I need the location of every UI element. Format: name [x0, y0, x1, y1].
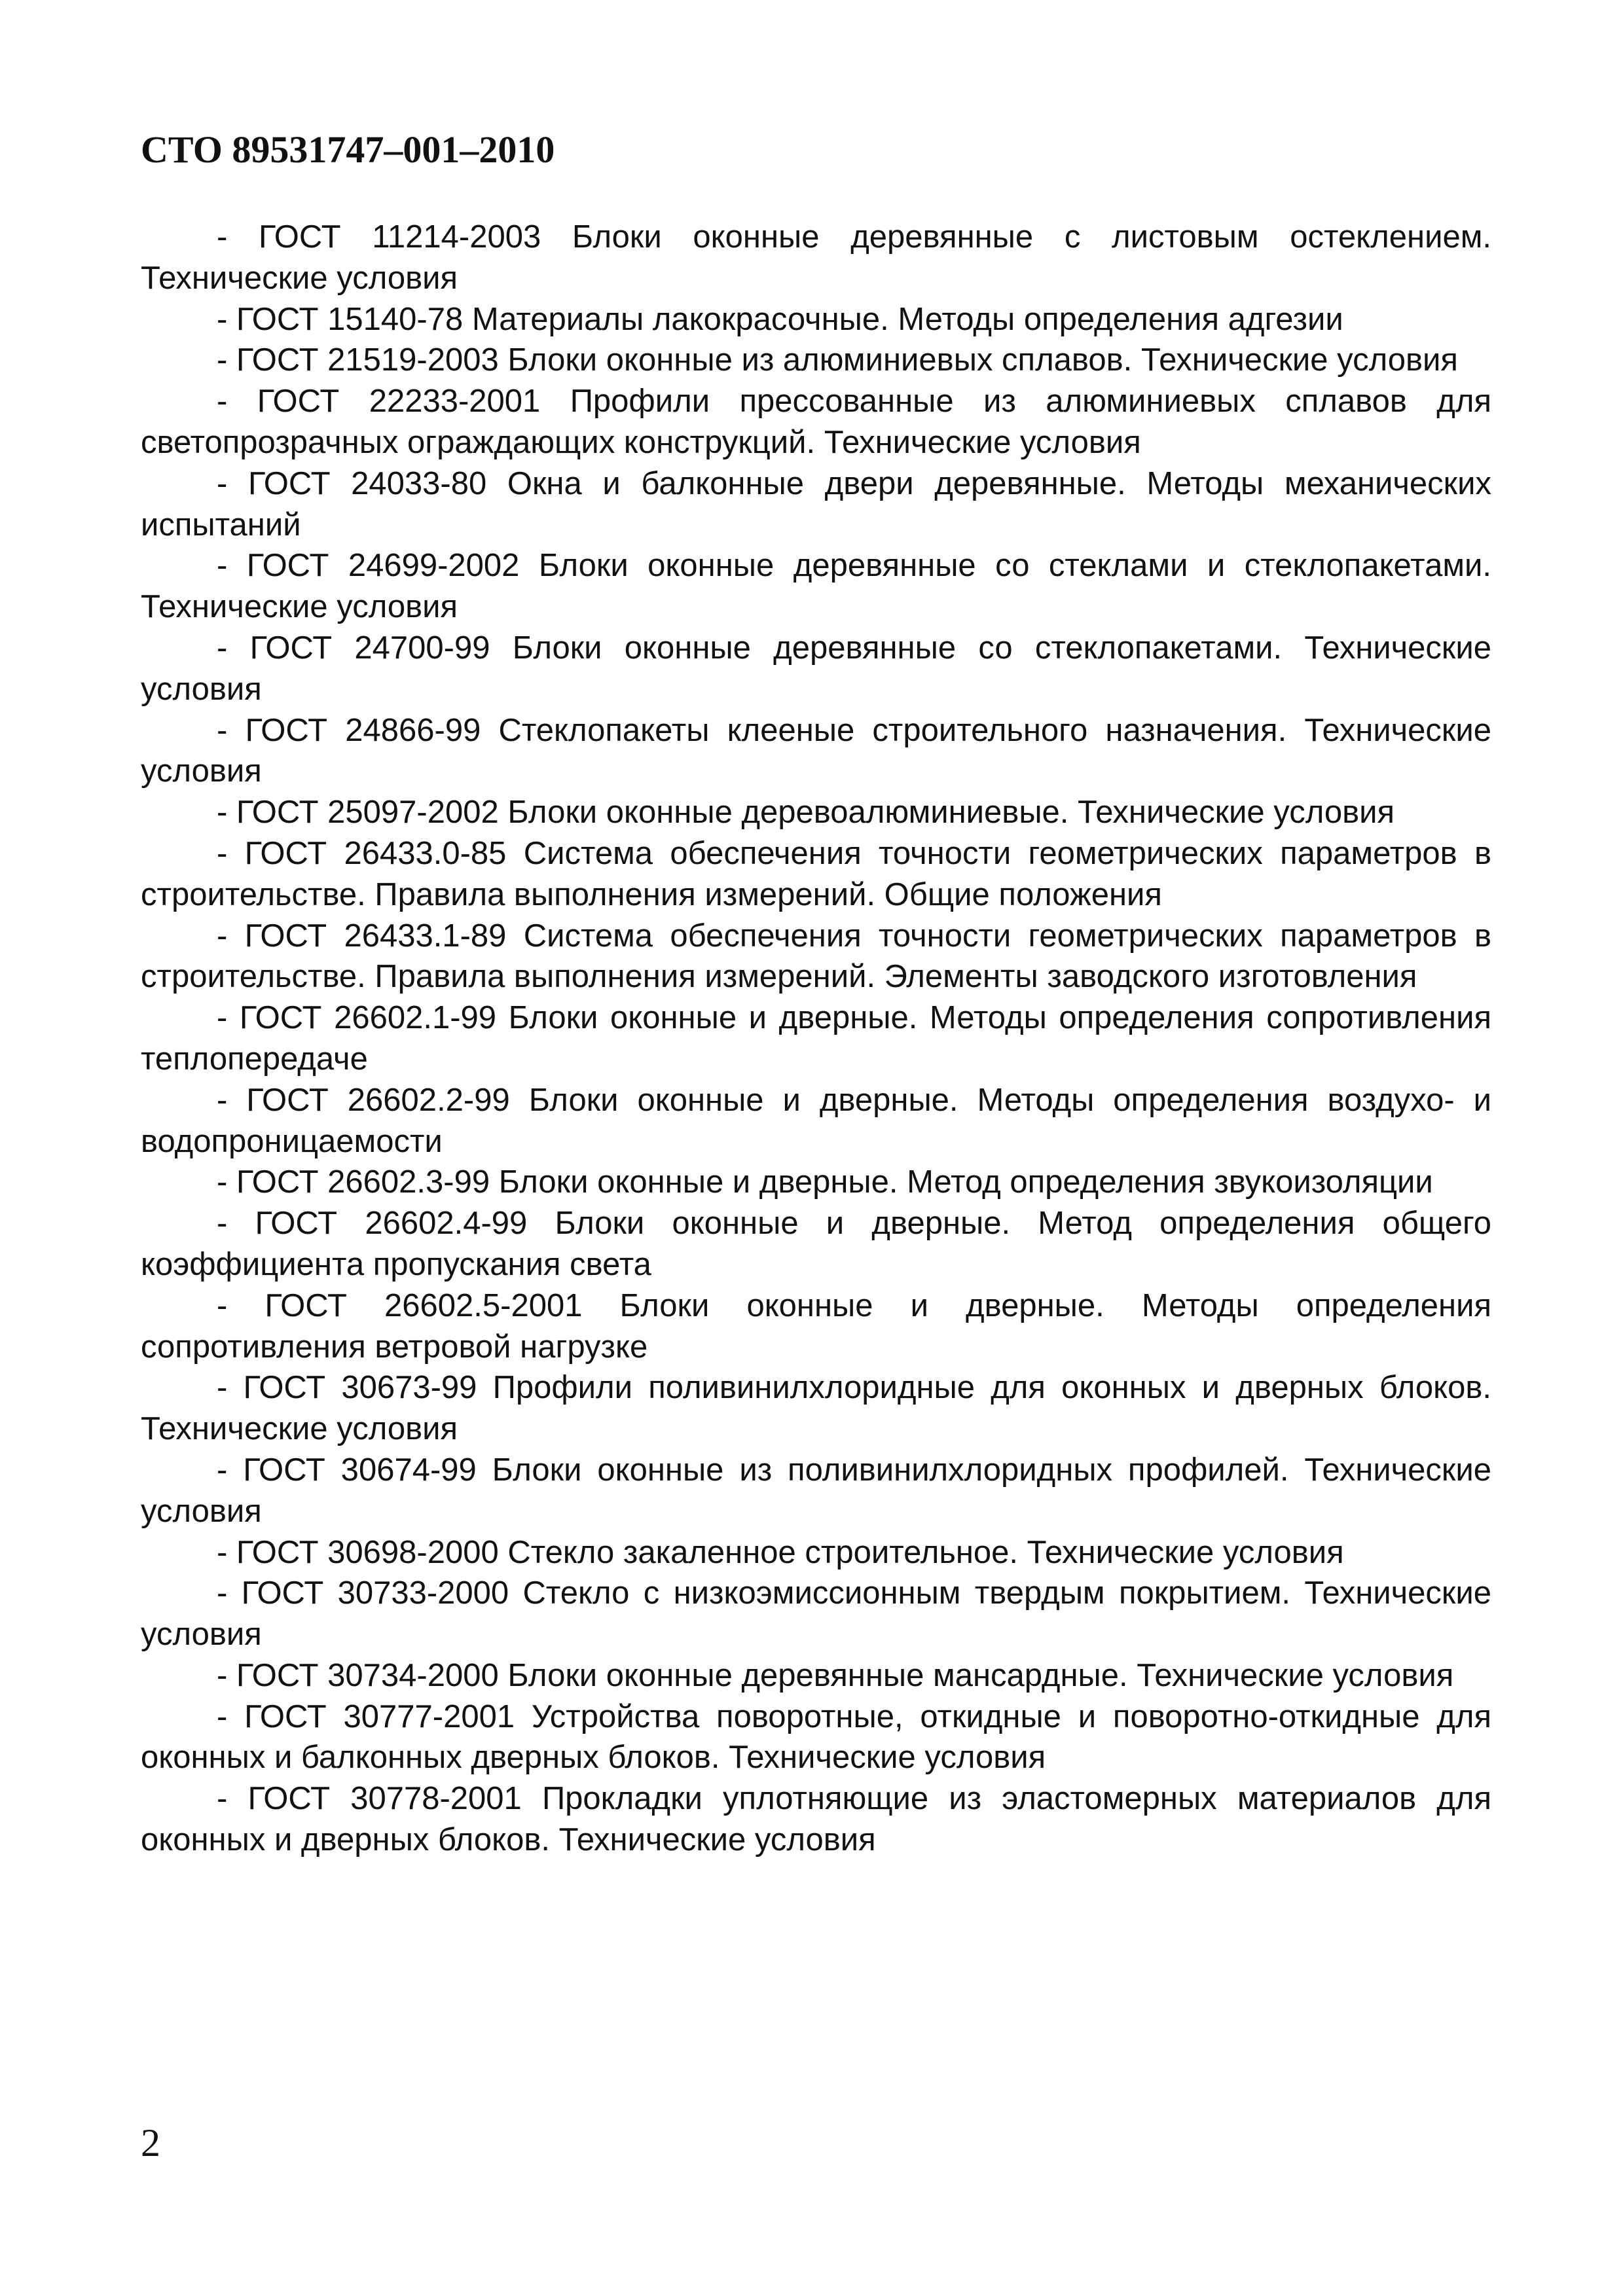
list-item: - ГОСТ 30777-2001 Устройства поворотные, откидные и поворотно-откидные для оконных и балконных дверных блоков. Технические условия	[141, 1698, 1491, 1776]
list-item: - ГОСТ 22233-2001 Профили прессованные из алюминиевых сплавов для светопрозрачных ограждающих конструкций. Технические условия	[141, 384, 1491, 460]
list-item: - ГОСТ 30733-2000 Стекло с низкоэмиссионным твердым покрытием. Технические условия	[141, 1575, 1491, 1653]
list-item: - ГОСТ 25097-2002 Блоки оконные деревоалюминиевые. Технические условия	[217, 795, 1395, 831]
list-item: - ГОСТ 24700-99 Блоки оконные деревянные со стеклопакетами. Технические условия	[141, 630, 1491, 707]
list-item: - ГОСТ 26602.1-99 Блоки оконные и дверные. Методы определения сопротивления теплопередаче	[141, 1000, 1491, 1077]
page-number: 2	[141, 2121, 160, 2164]
list-item: - ГОСТ 26433.1-89 Система обеспечения точности геометрических параметров в строительстве. Правила выполнения измерений. Элементы заводского изготовления	[141, 918, 1491, 995]
list-item: - ГОСТ 24033-80 Окна и балконные двери деревянные. Методы механических испытаний	[141, 465, 1491, 543]
list-item: - ГОСТ 30778-2001 Прокладки уплотняющие из эластомерных материалов для оконных и дверных блоков. Технические условия	[141, 1781, 1491, 1858]
list-item: - ГОСТ 24866-99 Стеклопакеты клееные строительного назначения. Технические условия	[141, 712, 1491, 789]
list-item: - ГОСТ 30673-99 Профили поливинилхлоридные для оконных и дверных блоков. Технические условия	[141, 1370, 1491, 1447]
list-item: - ГОСТ 26433.0-85 Система обеспечения точности геометрических параметров в строительстве. Правила выполнения измерений. Общие положения	[141, 835, 1491, 912]
list-item: - ГОСТ 21519-2003 Блоки оконные из алюминиевых сплавов. Технические условия	[217, 342, 1458, 378]
standards-reference-list	[141, 217, 1491, 1861]
list-item: - ГОСТ 26602.5-2001 Блоки оконные и дверные. Методы определения сопротивления ветровой нагрузке	[141, 1287, 1491, 1365]
list-item: - ГОСТ 26602.3-99 Блоки оконные и дверные. Метод определения звукоизоляции	[217, 1164, 1433, 1200]
list-item: - ГОСТ 26602.2-99 Блоки оконные и дверные. Методы определения воздухо- и водопроницаемости	[141, 1082, 1491, 1159]
list-item: - ГОСТ 30734-2000 Блоки оконные деревянные мансардные. Технические условия	[217, 1657, 1454, 1693]
list-item: - ГОСТ 24699-2002 Блоки оконные деревянные со стеклами и стеклопакетами. Технические условия	[141, 548, 1491, 625]
list-item: - ГОСТ 15140-78 Материалы лакокрасочные. Методы определения адгезии	[217, 301, 1343, 337]
list-item: - ГОСТ 30674-99 Блоки оконные из поливинилхлоридных профилей. Технические условия	[141, 1452, 1491, 1529]
document-code-header: СТО 89531747–001–2010	[141, 128, 555, 171]
list-item: - ГОСТ 30698-2000 Стекло закаленное строительное. Технические условия	[217, 1534, 1344, 1570]
list-item: - ГОСТ 11214-2003 Блоки оконные деревянные с листовым остеклением. Технические условия	[141, 219, 1491, 296]
list-item: - ГОСТ 26602.4-99 Блоки оконные и дверные. Метод определения общего коэффициента пропускания света	[141, 1206, 1491, 1282]
